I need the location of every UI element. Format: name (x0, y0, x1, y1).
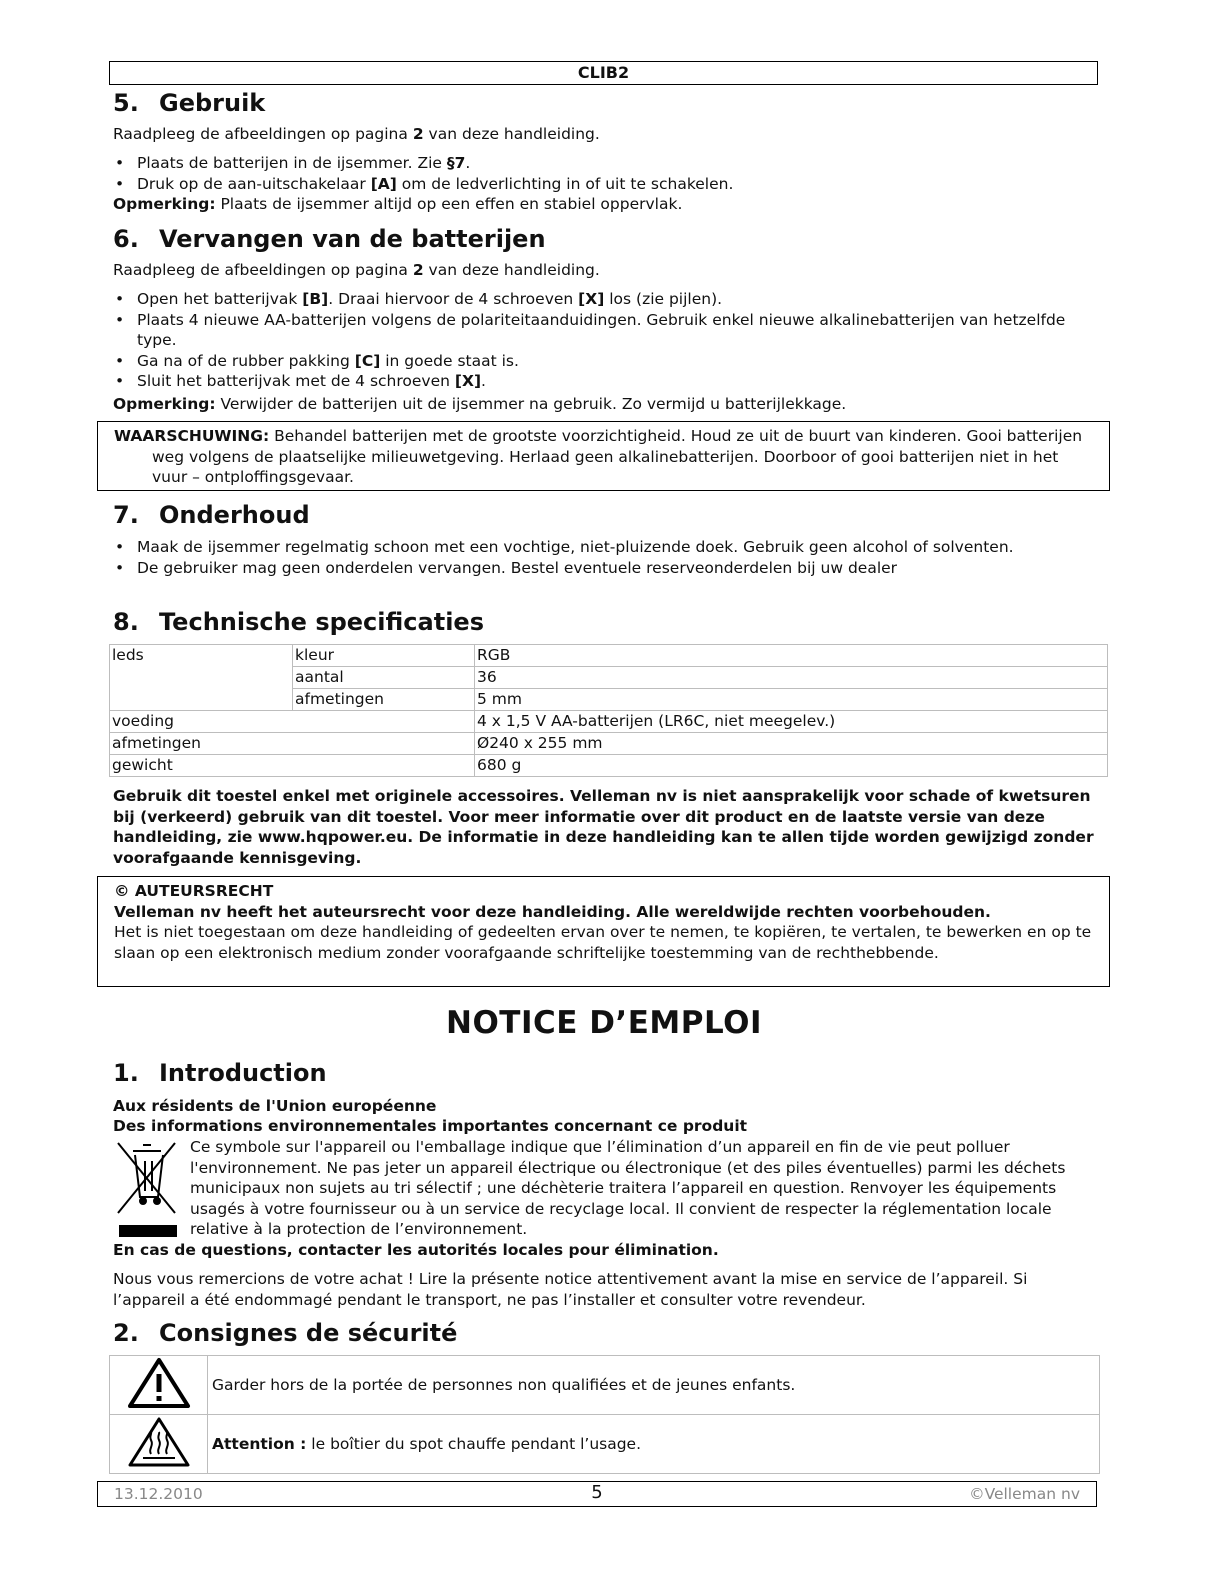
table-row (110, 1415, 1100, 1474)
section-6-list (113, 289, 1103, 392)
safety-text: Attention : le boîtier du spot chauffe pendant l’usage. (208, 1415, 1100, 1474)
warning-box (97, 421, 1110, 491)
copyright-box (97, 876, 1110, 987)
spec-value: 5 mm (475, 689, 1108, 711)
list-item: • Druk op de aan-uitschakelaar [A] om de ledverlichting in of uit te schakelen. (113, 174, 1103, 195)
spec-sublabel: aantal (293, 667, 475, 689)
section-7-list (113, 537, 1043, 578)
spec-value: RGB (475, 645, 1108, 667)
section-6-intro: Raadpleeg de afbeeldingen op pagina 2 van deze handleiding. (113, 261, 600, 279)
eu-residents: Aux résidents de l'Union européenne (113, 1097, 437, 1115)
fr-section-1-heading: 1. Introduction (113, 1059, 327, 1087)
page-footer (97, 1481, 1097, 1507)
table-row (110, 1356, 1100, 1415)
section-5-list (113, 153, 1103, 194)
spec-label: afmetingen (110, 733, 475, 755)
specifications-table (109, 644, 1108, 777)
table-row (110, 755, 1108, 777)
list-item: • Ga na of de rubber pakking [C] in goede staat is. (113, 351, 1103, 372)
questions-note: En cas de questions, contacter les autorités locales pour élimination. (113, 1241, 719, 1259)
document-header (109, 61, 1098, 85)
hot-surface-icon (110, 1415, 208, 1474)
spec-label: voeding (110, 711, 475, 733)
spec-label: leds (110, 645, 293, 711)
warning-text: WAARSCHUWING: Behandel batterijen met de grootste voorzichtigheid. Houd ze uit de buurt van kinderen. Gooi batterijen weg volgens de plaatselijke milieuwetgeving. Herlaad geen alkalinebatterijen. Doorboor of gooi batterijen niet in het vuur – ontploffingsgevaar. (114, 427, 1083, 486)
section-6-note: Opmerking: Verwijder de batterijen uit de ijsemmer na gebruik. Zo vermijd u batterijlekkage. (113, 395, 847, 413)
footer-date: 13.12.2010 (114, 1485, 203, 1503)
model-code: CLIB2 (577, 63, 630, 82)
table-row (110, 733, 1108, 755)
table-row (110, 711, 1108, 733)
safety-table (109, 1355, 1100, 1474)
spec-sublabel: kleur (293, 645, 475, 667)
weee-text: Ce symbole sur l'appareil ou l'emballage indique que l’élimination d’un appareil en fin de vie peut polluer l'environnement. Ne pas jeter un appareil électrique ou électronique (et des piles éventuelles) parmi les déchets municipaux non sujets au tri sélectif ; une déchèterie traitera l’appareil en question. Renvoyer les équipements usagés à votre fournisseur ou à un service de recyclage local. Il convient de respecter la réglementation locale relative à la protection de l’environnement. (190, 1138, 1066, 1238)
spec-label: gewicht (110, 755, 475, 777)
env-info: Des informations environnementales importantes concernant ce produit (113, 1117, 748, 1135)
list-item: • Maak de ijsemmer regelmatig schoon met een vochtige, niet-pluizende doek. Gebruik geen alcohol of solventen. (113, 537, 1043, 558)
list-item: • Sluit het batterijvak met de 4 schroeven [X]. (113, 371, 1103, 392)
french-title: NOTICE D’EMPLOI (446, 1005, 762, 1041)
section-8-heading: 8. Technische specificaties (113, 608, 484, 636)
table-row (110, 645, 1108, 667)
section-5-intro: Raadpleeg de afbeeldingen op pagina 2 van deze handleiding. (113, 125, 600, 143)
spec-value: 4 x 1,5 V AA-batterijen (LR6C, niet meegelev.) (475, 711, 1108, 733)
spec-value: 36 (475, 667, 1108, 689)
safety-text: Garder hors de la portée de personnes non qualifiées et de jeunes enfants. (208, 1356, 1100, 1415)
copyright-text: Het is niet toegestaan om deze handleiding of gedeelten ervan over te nemen, te kopiëren, te vertalen, te bewerken en op te slaan op een elektronisch medium zonder voorafgaande schriftelijke toestemming van de rechthebbende. (114, 923, 1092, 962)
section-7-heading: 7. Onderhoud (113, 501, 310, 529)
list-item: • Plaats 4 nieuwe AA-batterijen volgens de polariteitaanduidingen. Gebruik enkel nieuwe alkalinebatterijen van hetzelfde type. (113, 310, 1103, 351)
weee-bin-icon (113, 1137, 183, 1241)
section-5-heading: 5. Gebruik (113, 89, 266, 117)
footer-copyright: ©Velleman nv (969, 1485, 1080, 1503)
warning-icon (110, 1356, 208, 1415)
copyright-title: © AUTEURSRECHT (114, 882, 274, 900)
spec-value: 680 g (475, 755, 1108, 777)
thanks-text: Nous vous remercions de votre achat ! Lire la présente notice attentivement avant la mise en service de l’appareil. Si l’appareil a été endommagé pendant le transport, ne pas l’installer et consulter votre revendeur. (113, 1270, 1028, 1309)
copyright-bold: Velleman nv heeft het auteursrecht voor deze handleiding. Alle wereldwijde rechten voorbehouden. (114, 902, 991, 921)
page-number: 5 (591, 1482, 603, 1503)
spec-value: Ø240 x 255 mm (475, 733, 1108, 755)
list-item: • Plaats de batterijen in de ijsemmer. Zie §7. (113, 153, 1103, 174)
section-5-note: Opmerking: Plaats de ijsemmer altijd op een effen en stabiel oppervlak. (113, 195, 683, 213)
disclaimer: Gebruik dit toestel enkel met originele accessoires. Velleman nv is niet aansprakelijk voor schade of kwetsuren bij (verkeerd) gebruik van dit toestel. Voor meer informatie over dit product en de laatste versie van deze handleiding, zie www.hqpower.eu. De informatie in deze handleiding kan te allen tijde worden gewijzigd zonder voorafgaande kennisgeving. (113, 787, 1094, 867)
spec-sublabel: afmetingen (293, 689, 475, 711)
fr-section-2-heading: 2. Consignes de sécurité (113, 1319, 458, 1347)
section-6-heading: 6. Vervangen van de batterijen (113, 225, 546, 253)
list-item: • De gebruiker mag geen onderdelen vervangen. Bestel eventuele reserveonderdelen bij uw dealer (113, 558, 1043, 579)
list-item: • Open het batterijvak [B]. Draai hiervoor de 4 schroeven [X] los (zie pijlen). (113, 289, 1103, 310)
